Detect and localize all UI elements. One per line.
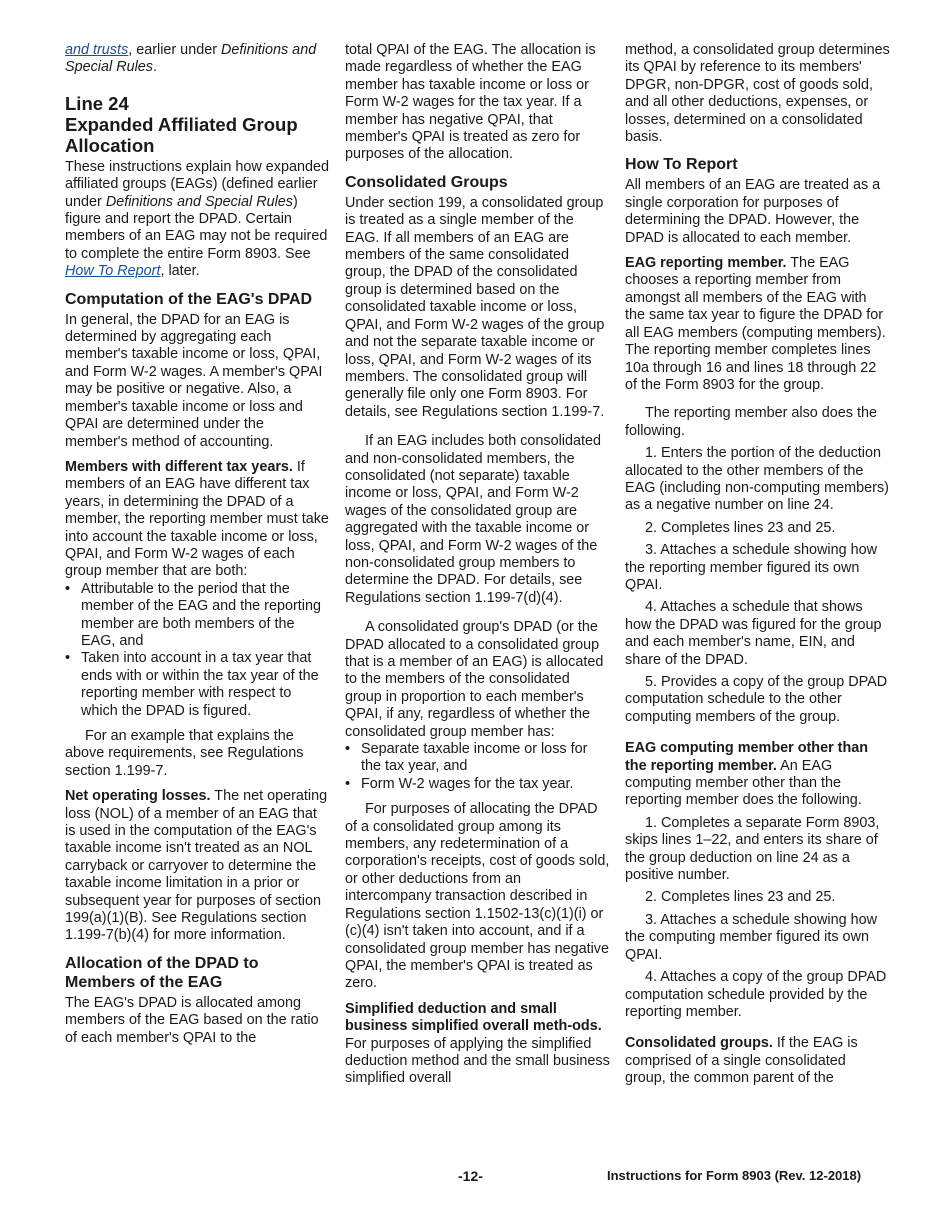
list-item: 3. Attaches a schedule showing how the reporting member figured its own QPAI.: [625, 542, 877, 593]
list-item: 1. Enters the portion of the deduction allocated to the other members of the EAG (including non-computing members) as a negative number on line 24.: [625, 445, 889, 514]
continued-text: and trusts, earlier under Definitions and Special Rules.: [65, 42, 317, 76]
list-item: 2. Completes lines 23 and 25.: [645, 889, 836, 906]
heading-allocation: Allocation of the DPAD to Members of the EAG: [65, 954, 259, 991]
paragraph: For an example that explains the above requirements, see Regulations section 1.199-7.: [65, 728, 304, 779]
paragraph: The reporting member also does the following.: [625, 405, 877, 439]
run-in-heading: Members with different tax years.: [65, 458, 293, 475]
paragraph: Consolidated groups. If the EAG is comprised of a single consolidated group, the common parent of the: [625, 1035, 858, 1087]
column-2: [345, 42, 610, 1096]
paragraph: If an EAG includes both consolidated and non-consolidated members, the consolidated (not separate) taxable income or loss, QPAI, and Form W-2 wages of the consolidated group are aggregated with the taxable income or loss, QPAI, and Form W-2 wages of the non-consolidated group members to determine the DPAD. For details, see Regulations section 1.199-7(d)(4).: [345, 433, 601, 606]
bullet-icon: •: [345, 741, 351, 758]
list-item: 5. Provides a copy of the group DPAD computation schedule to the other computing members of the group.: [625, 674, 888, 725]
list-item: 4. Attaches a copy of the group DPAD computation schedule provided by the reporting member.: [625, 969, 887, 1020]
paragraph: EAG reporting member. The EAG chooses a reporting member from amongst all members of the EAG with the same tax year to figure the DPAD for all EAG members (computing members). The reporting member completes lines 10a through 16 and lines 18 through 22 of the Form 8903 for the group.: [625, 255, 886, 393]
paragraph: The EAG's DPAD is allocated among members of the EAG based on the ratio of each member's QPAI to the: [65, 994, 319, 1046]
footer-title: Instructions for Form 8903 (Rev. 12-2018): [607, 1168, 862, 1183]
paragraph: All members of an EAG are treated as a single corporation for purposes of determining the DPAD. However, the DPAD is allocated to each member.: [625, 177, 881, 246]
list-item: 2. Completes lines 23 and 25.: [645, 519, 836, 536]
paragraph: These instructions explain how expanded affiliated groups (EAGs) (defined earlier under Definitions and Special Rules) figure and report the DPAD. Certain members of an EAG may not be required to complete the entire Form 8903. See How To Report, later.: [65, 158, 329, 280]
and-trusts-link[interactable]: and trusts: [65, 42, 129, 58]
bullet-icon: •: [345, 775, 351, 792]
paragraph: A consolidated group's DPAD (or the DPAD allocated to a consolidated group that is a member of an EAG) is allocated to the members of the consolidated group in proportion to each member's QPAI, if any, regardless of whether the consolidated group member has:: [345, 619, 604, 740]
bullet-item: • Taken into account in a tax year that ends with or within the tax year of the reporting member with respect to which the DPAD is figured.: [65, 650, 319, 719]
bullet-icon: •: [65, 650, 71, 667]
run-in-heading: EAG computing member other than the reporting member.: [625, 740, 869, 774]
run-in-heading: Net operating losses.: [65, 788, 211, 805]
paragraph: Members with different tax years. If members of an EAG have different tax years, in determining the DPAD of a member, the reporting member must take into account the taxable income or loss, QPAI, and Form W-2 wages of each group member that are both:: [65, 458, 329, 580]
column-3: [625, 42, 890, 1096]
section-heading-line-24: Line 24 Expanded Affiliated Group Allocation: [65, 92, 298, 156]
paragraph: EAG computing member other than the reporting member. An EAG computing member other than the reporting member does the following.: [625, 740, 869, 809]
heading-computation: Computation of the EAG's DPAD: [65, 290, 313, 308]
paragraph: Simplified deduction and small business simplified overall meth-ods. For purposes of applying the simplified deduction method and the small business simplified overall: [345, 1000, 610, 1087]
paragraph: method, a consolidated group determines its QPAI by reference to its members' DPGR, non-DPGR, cost of goods sold, and all other deductions, expenses, or losses, determined on a consolidated basis.: [625, 42, 890, 146]
page-number: -12-: [458, 1168, 483, 1184]
bullet-item: • Attributable to the period that the member of the EAG and the reporting member are both members of the EAG, and: [65, 580, 321, 649]
paragraph: Under section 199, a consolidated group is treated as a single member of the EAG. If all members of an EAG are members of the same consolidated group, the DPAD of the consolidated group is determined based on the consolidated taxable income or loss, QPAI, and Form W-2 wages of the group and not the separate taxable income or loss, QPAI, and Form W-2 wages of its members. The consolidated group will generally file only one Form 8903. For details, see Regulations section 1.199-7.: [345, 194, 605, 420]
how-to-report-link[interactable]: How To Report: [65, 263, 161, 280]
list-item: 3. Attaches a schedule showing how the computing member figured its own QPAI.: [625, 911, 877, 963]
heading-how-to-report: How To Report: [625, 156, 738, 174]
bullet-item: • Separate taxable income or loss for the tax year, and: [345, 741, 588, 775]
run-in-heading: EAG reporting member.: [625, 255, 787, 272]
paragraph: Net operating losses. The net operating loss (NOL) of a member of an EAG that is used in the computation of the EAG's taxable income isn't treated as an NOL carryback or carryover to determine the taxable income limitation in a prior or subsequent year for purposes of section 199(a)(1)(B). See Regulations section 1.199-7(b)(4) for more information.: [65, 788, 328, 944]
heading-consolidated-groups: Consolidated Groups: [345, 173, 508, 191]
paragraph: For purposes of allocating the DPAD of a consolidated group among its members, any redetermination of a corporation's receipts, cost of goods sold, or other deductions from an intercompany transaction described in Regulations section 1.1502-13(c)(1)(i) or (c)(4) isn't taken into account, and if a consolidated group member has negative QPAI, the member's QPAI is treated as zero.: [345, 801, 610, 992]
bullet-item: • Form W-2 wages for the tax year.: [345, 775, 574, 792]
paragraph: In general, the DPAD for an EAG is determined by aggregating each member's taxable income or loss, QPAI, and Form W-2 wages. A member's QPAI may be positive or negative. Also, a member's taxable income or loss and QPAI are determined under the member's method of accounting.: [65, 311, 323, 450]
run-in-heading: Consolidated groups.: [625, 1035, 773, 1052]
list-item: 4. Attaches a schedule that shows how the DPAD was figured for the group and each member's name, EIN, and share of the DPAD.: [625, 599, 882, 668]
column-1: [65, 42, 330, 1055]
bullet-icon: •: [65, 580, 71, 597]
paragraph: total QPAI of the EAG. The allocation is made regardless of whether the EAG member has taxable income or loss or Form W-2 wages for the tax year. If a member has negative QPAI, that member's QPAI is treated as zero for purposes of the allocation.: [345, 42, 596, 163]
list-item: 1. Completes a separate Form 8903, skips lines 1–22, and enters its share of the group deduction on line 24 as a positive number.: [625, 814, 880, 884]
run-in-heading: Simplified deduction and small business simplified overall meth-ods.: [345, 1000, 602, 1035]
